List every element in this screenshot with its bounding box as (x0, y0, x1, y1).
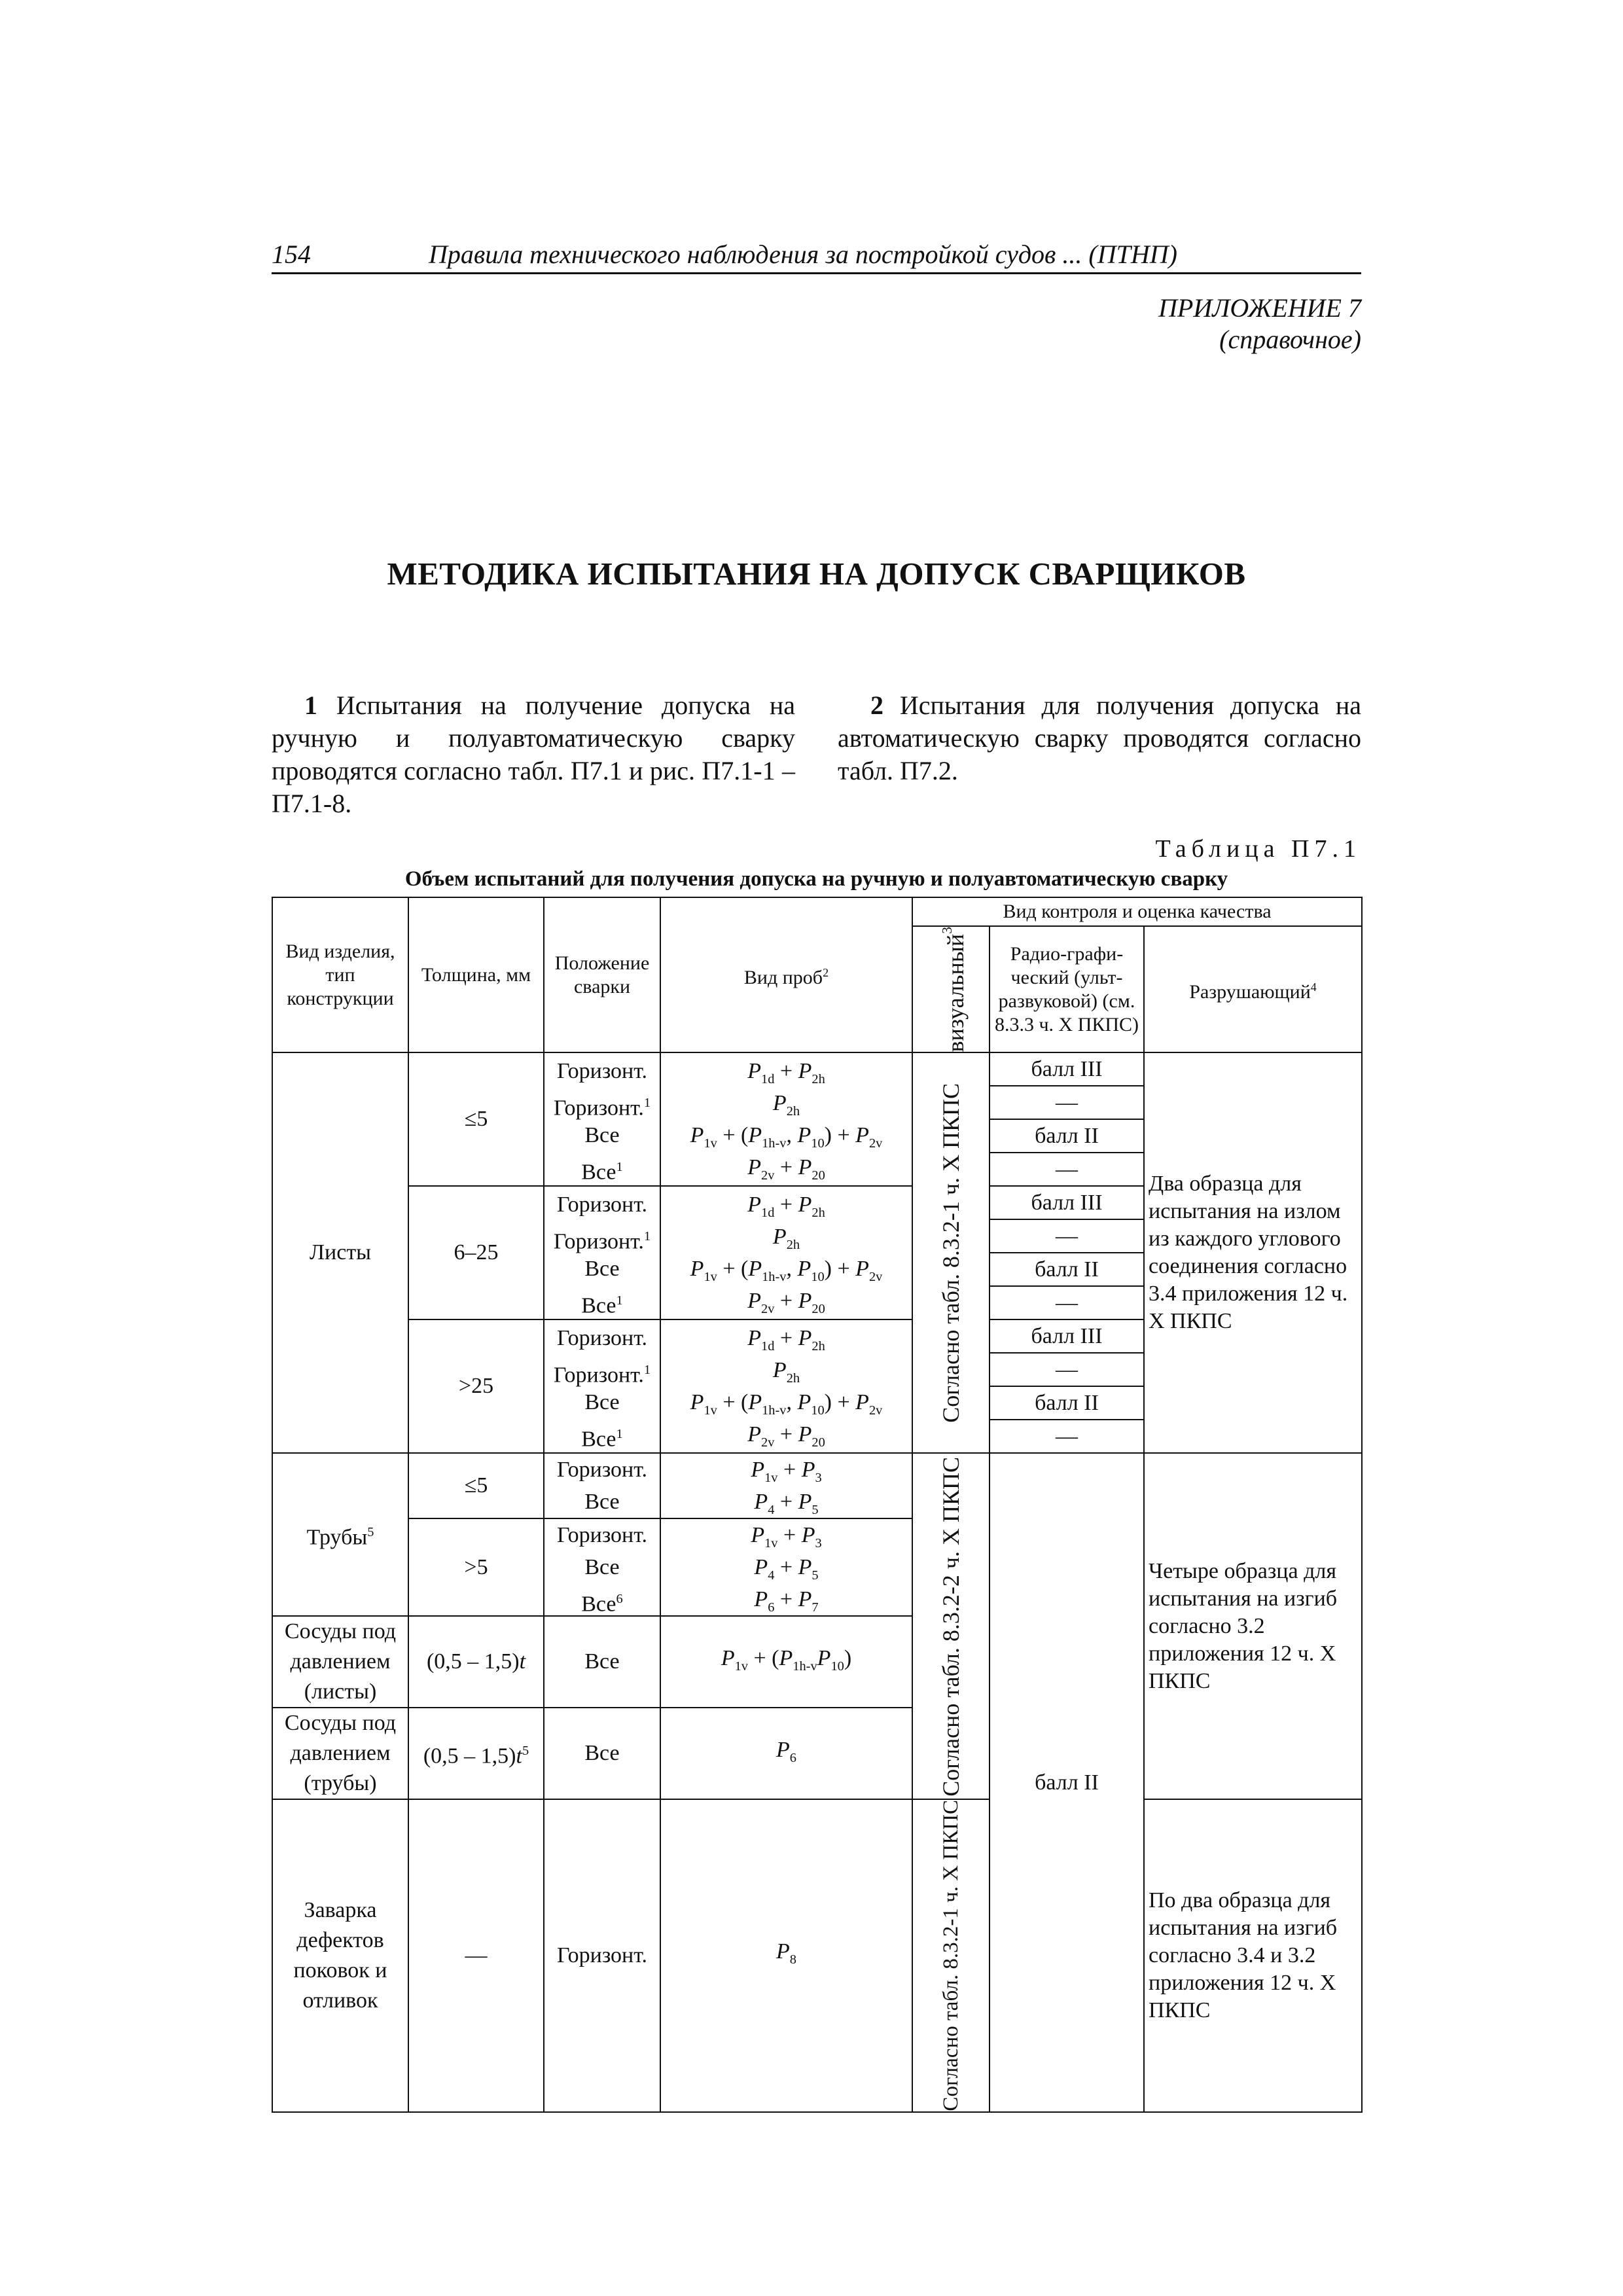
repair-sample: $P_8$ (660, 1799, 912, 2112)
paragraph-1 (272, 689, 795, 820)
paragraph-1-text: Испытания на получение допуска на ручную и полуавтоматическую сварку проводятся согласно табл. П7.1 и рис. П7.1-1 – П7.1-8. (272, 691, 795, 818)
test-scope-table (272, 897, 1363, 2113)
main-title: МЕТОДИКА ИСПЫТАНИЯ НА ДОПУСК СВАРЩИКОВ (387, 556, 1246, 592)
repair-position: Горизонт. (544, 1799, 660, 2112)
appendix-label (272, 293, 1361, 355)
sheets-positions-2: Горизонт. Горизонт.$^1$ Все Все$^1$ (544, 1186, 660, 1319)
col-header-thickness: Толщина, мм (408, 897, 544, 1052)
table-label: Таблица П7.1 (1155, 835, 1361, 863)
col-header-sample: Вид проб$^2$ (660, 897, 912, 1052)
pipes-positions-1: Горизонт. Все (544, 1453, 660, 1518)
vessels-pipes-position: Все (544, 1708, 660, 1799)
paragraph-2 (838, 689, 1361, 820)
repair-visual: Согласно табл. 8.3.2-1 ч. X ПКПС (912, 1799, 990, 2112)
pipes-thickness-2: >5 (408, 1518, 544, 1616)
sheets-radio-3: балл III — балл II — (990, 1319, 1144, 1453)
pipes-samples-1: $P_{1v} + P_3$ $P_4 + P_5$ (660, 1453, 912, 1518)
appendix-type: (справочное) (1219, 325, 1361, 354)
sheets-thickness-3: >25 (408, 1319, 544, 1453)
row-pipes-label: Трубы$^5$ (272, 1453, 408, 1616)
document-page (272, 239, 1361, 2113)
pipes-positions-2: Горизонт. Все Все$^6$ (544, 1518, 660, 1616)
paragraph-2-number: 2 (870, 691, 883, 720)
pipes-radio: балл II (990, 1453, 1144, 2112)
col-header-visual: визуальный$^3$ (912, 926, 990, 1052)
sheets-visual: Согласно табл. 8.3.2-1 ч. X ПКПС (912, 1052, 990, 1453)
row-repair-label: Заварка дефектов поковок и отливок (272, 1799, 408, 2112)
sheets-destructive: Два образца для испытания на излом из каждого углового соединения согласно 3.4 приложения 12 ч. X ПКПС (1144, 1052, 1362, 1453)
sheets-thickness-1: ≤5 (408, 1052, 544, 1186)
sheets-radio-1: балл III — балл II — (990, 1052, 1144, 1186)
vessels-pipes-thickness: $(0,5 - 1,5)t^5$ (408, 1708, 544, 1799)
col-header-radio: Радио-графи-ческий (ульт-развуковой) (см. 8.3.3 ч. X ПКПС) (990, 926, 1144, 1052)
table-title: Объем испытаний для получения допуска на ручную и полуавтоматическую сварку (404, 867, 1228, 891)
intro-columns (272, 689, 1361, 820)
sheets-positions-1: Горизонт. Горизонт.$^1$ Все Все$^1$ (544, 1052, 660, 1186)
col-header-control: Вид контроля и оценка качества (912, 897, 1362, 926)
header-title: Правила технического наблюдения за постройкой судов ... (ПТНП) (429, 240, 1177, 269)
pipes-samples-2: $P_{1v} + P_3$ $P_4 + P_5$ $P_6 + P_7$ (660, 1518, 912, 1616)
page-number: 154 (272, 240, 311, 269)
pipes-visual: Согласно табл. 8.3.2-2 ч. X ПКПС (912, 1453, 990, 1799)
vessels-pipes-sample: $P_6$ (660, 1708, 912, 1799)
col-header-position: Положение сварки (544, 897, 660, 1052)
sheets-thickness-2: 6–25 (408, 1186, 544, 1319)
repair-destructive: По два образца для испытания на изгиб согласно 3.4 и 3.2 приложения 12 ч. X ПКПС (1144, 1799, 1362, 2112)
sheets-samples-2: $P_{1d} + P_{2h}$ $P_{2h}$ $P_{1v} + (P_{1h-v}$, $P_{10}) + P_{2v}$ $P_{2v} + P_{20}$ (660, 1186, 912, 1319)
appendix-number: ПРИЛОЖЕНИЕ 7 (1158, 293, 1361, 323)
sheets-samples-3: $P_{1d} + P_{2h}$ $P_{2h}$ $P_{1v} + (P_{1h-v}$, $P_{10}) + P_{2v}$ $P_{2v} + P_{20}$ (660, 1319, 912, 1453)
row-vessels-sheets-label: Сосуды под давлением (листы) (272, 1616, 408, 1708)
repair-thickness: — (408, 1799, 544, 2112)
paragraph-1-number: 1 (304, 691, 317, 720)
running-header (272, 239, 1361, 274)
pipes-thickness-1: ≤5 (408, 1453, 544, 1518)
vessels-sheets-position: Все (544, 1616, 660, 1708)
row-sheets-label: Листы (272, 1052, 408, 1453)
sheets-samples-1: $P_{1d} + P_{2h}$ $P_{2h}$ $P_{1v} + (P_{1h-v}$, $P_{10}) + P_{2v}$ $P_{2v} + P_{20}$ (660, 1052, 912, 1186)
paragraph-2-text: Испытания для получения допуска на автоматическую сварку проводятся согласно табл. П7.2. (838, 691, 1361, 785)
vessels-sheets-thickness: (0,5 – 1,5)t (408, 1616, 544, 1708)
vessels-sheets-sample: $P_{1v} + (P_{1h-v}P_{10})$ (660, 1616, 912, 1708)
pipes-destructive: Четыре образца для испытания на изгиб согласно 3.2 приложения 12 ч. X ПКПС (1144, 1453, 1362, 1799)
sheets-radio-2: балл III — балл II — (990, 1186, 1144, 1319)
col-header-destructive: Разрушающий$^4$ (1144, 926, 1362, 1052)
row-vessels-pipes-label: Сосуды под давлением (трубы) (272, 1708, 408, 1799)
sheets-positions-3: Горизонт. Горизонт.$^1$ Все Все$^1$ (544, 1319, 660, 1453)
col-header-product: Вид изделия, тип конструкции (272, 897, 408, 1052)
